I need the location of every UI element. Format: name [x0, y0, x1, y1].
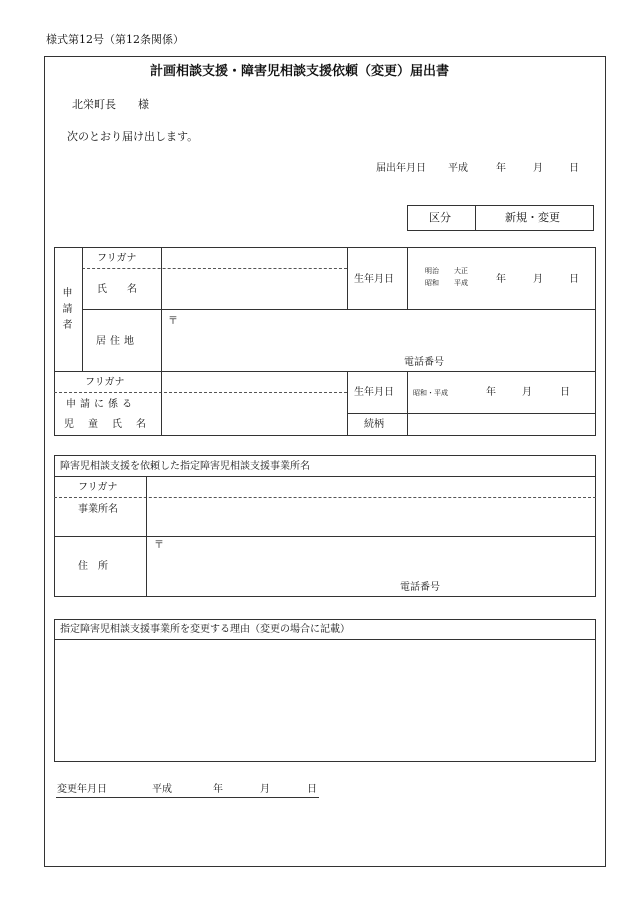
change-date-day: 日 — [307, 784, 317, 795]
office-address-label: 住 所 — [78, 561, 108, 572]
applicant-birth-month: 月 — [533, 274, 543, 285]
applicant-furigana-field[interactable] — [162, 248, 346, 267]
change-date-label: 変更年月日 — [57, 784, 107, 795]
applicant-birth-label: 生年月日 — [354, 274, 394, 285]
office-furigana-label: フリガナ — [78, 482, 118, 493]
addressee: 北栄町長 様 — [72, 98, 149, 111]
child-birth-day: 日 — [560, 387, 570, 398]
form-number: 様式第12号（第12条関係） — [46, 33, 184, 46]
office-name-field[interactable] — [147, 499, 595, 535]
change-date-underline — [56, 797, 319, 798]
child-birth-label: 生年月日 — [354, 387, 394, 398]
reason-field[interactable] — [55, 640, 595, 761]
applicant-birth-day: 日 — [569, 274, 579, 285]
reason-header: 指定障害児相談支援事業所を変更する理由（変更の場合に記載） — [60, 624, 350, 635]
category-label: 区分 — [429, 211, 451, 224]
applicant-address-field[interactable] — [162, 310, 595, 370]
change-date-month: 月 — [260, 784, 270, 795]
child-relationship-label: 続柄 — [364, 419, 384, 430]
office-furigana-field[interactable] — [147, 477, 595, 496]
era-taisho[interactable]: 大正 — [454, 267, 468, 275]
office-postal-mark: 〒 — [154, 540, 164, 551]
intro-text: 次のとおり届け出します。 — [67, 130, 199, 143]
submission-date-month: 月 — [533, 163, 543, 174]
office-header: 障害児相談支援を依頼した指定障害児相談支援事業所名 — [60, 461, 310, 472]
office-name-label: 事業所名 — [78, 504, 118, 515]
child-furigana-label: フリガナ — [85, 377, 125, 388]
child-eras[interactable]: 昭和・平成 — [413, 389, 448, 397]
form-title: 計画相談支援・障害児相談支援依頼（変更）届出書 — [150, 64, 450, 79]
submission-date-year: 年 — [496, 163, 506, 174]
child-label-line1: 申請に係る — [66, 399, 136, 410]
child-relationship-field[interactable] — [408, 414, 595, 435]
category-value[interactable]: 新規・変更 — [505, 211, 560, 224]
child-name-field[interactable] — [162, 394, 346, 435]
applicant-name-field[interactable] — [162, 270, 346, 308]
era-showa[interactable]: 昭和 — [425, 279, 439, 287]
submission-date-era: 平成 — [448, 163, 468, 174]
office-address-field[interactable] — [147, 537, 595, 596]
child-furigana-field[interactable] — [162, 372, 346, 391]
submission-date-label: 届出年月日 — [376, 163, 426, 174]
applicant-address-label: 居住地 — [96, 336, 138, 347]
applicant-postal-mark: 〒 — [168, 316, 178, 327]
era-heisei[interactable]: 平成 — [454, 279, 468, 287]
applicant-phone-label: 電話番号 — [404, 357, 444, 368]
change-date-era: 平成 — [152, 784, 172, 795]
submission-date-day: 日 — [569, 163, 579, 174]
applicant-name-label: 氏 名 — [97, 284, 137, 295]
office-phone-label: 電話番号 — [400, 582, 440, 593]
child-birth-year: 年 — [486, 387, 496, 398]
applicant-furigana-label: フリガナ — [97, 253, 137, 264]
change-date-year: 年 — [213, 784, 223, 795]
applicant-section-label: 申請者 — [60, 287, 71, 335]
era-meiji[interactable]: 明治 — [425, 267, 439, 275]
child-label-line2: 児童氏名 — [64, 419, 160, 430]
child-birth-month: 月 — [522, 387, 532, 398]
applicant-birth-year: 年 — [496, 274, 506, 285]
